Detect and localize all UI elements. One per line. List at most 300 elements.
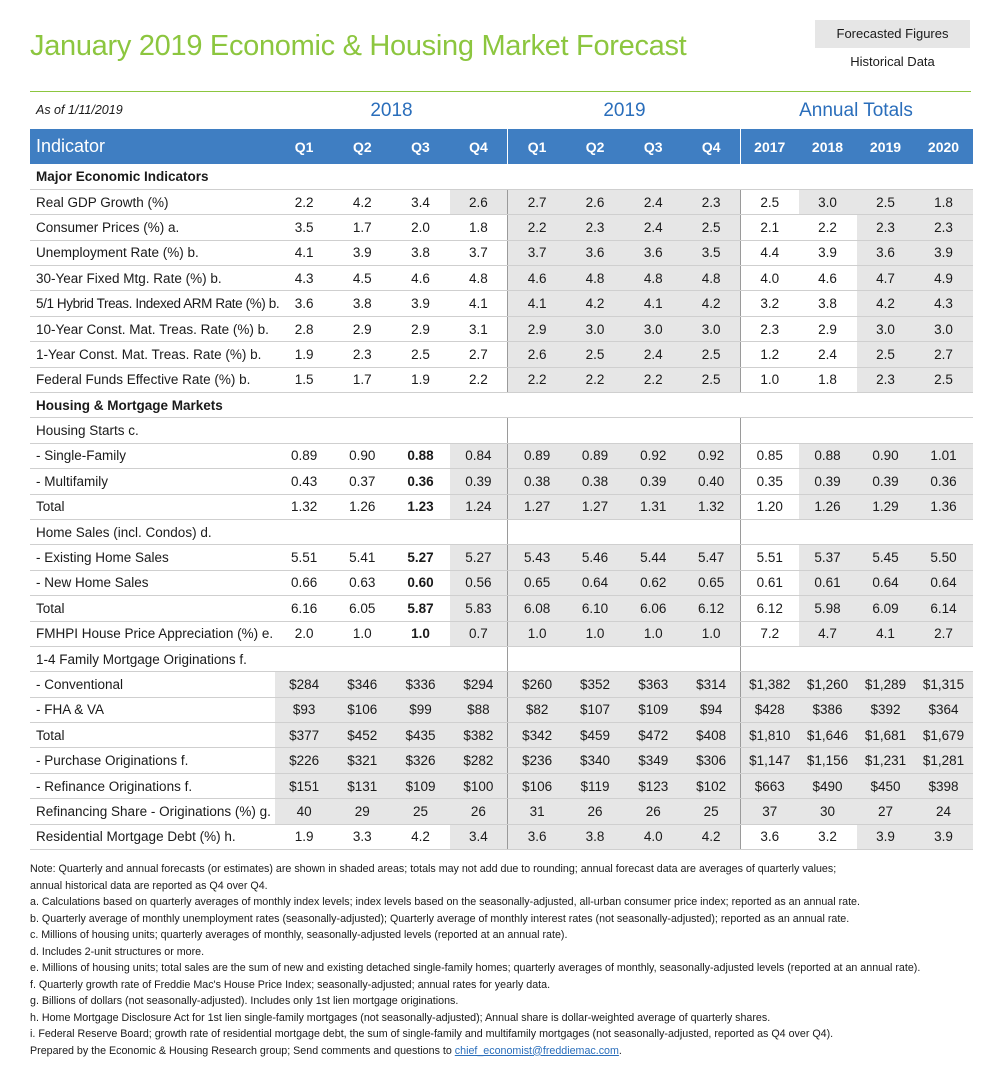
value-cell: 2.4 bbox=[799, 342, 857, 367]
value-cell bbox=[450, 646, 508, 671]
footnote: d. Includes 2-unit structures or more. bbox=[30, 945, 205, 958]
value-cell bbox=[275, 646, 333, 671]
table-row bbox=[30, 824, 973, 849]
value-cell: 2.2 bbox=[450, 367, 508, 392]
value-cell bbox=[624, 418, 682, 443]
value-cell: 0.84 bbox=[450, 443, 508, 468]
legend-historical: Historical Data bbox=[850, 54, 935, 69]
value-cell bbox=[682, 646, 740, 671]
value-cell: $490 bbox=[799, 773, 857, 798]
value-cell: 2.9 bbox=[799, 316, 857, 341]
value-cell: $1,147 bbox=[741, 748, 799, 773]
value-cell: 0.38 bbox=[566, 469, 624, 494]
value-cell: 3.9 bbox=[333, 240, 391, 265]
value-cell bbox=[624, 646, 682, 671]
header-divider bbox=[30, 91, 971, 92]
value-cell: $123 bbox=[624, 773, 682, 798]
table-row bbox=[30, 189, 973, 214]
table-row bbox=[30, 570, 973, 595]
value-cell: 2.4 bbox=[624, 342, 682, 367]
value-cell: 2.5 bbox=[857, 342, 915, 367]
value-cell: $306 bbox=[682, 748, 740, 773]
value-cell: 6.16 bbox=[275, 596, 333, 621]
value-cell: 4.5 bbox=[333, 266, 391, 291]
value-cell: $340 bbox=[566, 748, 624, 773]
value-cell: 1.0 bbox=[682, 621, 740, 646]
value-cell: 2.2 bbox=[508, 215, 566, 240]
value-cell: $398 bbox=[915, 773, 973, 798]
value-cell: 0.7 bbox=[450, 621, 508, 646]
value-cell: $236 bbox=[508, 748, 566, 773]
value-cell: 3.5 bbox=[682, 240, 740, 265]
value-cell: 5.87 bbox=[391, 596, 449, 621]
value-cell: 1.32 bbox=[682, 494, 740, 519]
table-row bbox=[30, 519, 973, 544]
value-cell: 1.5 bbox=[275, 367, 333, 392]
value-cell: $131 bbox=[333, 773, 391, 798]
value-cell: 3.9 bbox=[915, 824, 973, 849]
value-cell: 4.4 bbox=[741, 240, 799, 265]
row-label: 30-Year Fixed Mtg. Rate (%) b. bbox=[30, 266, 275, 291]
value-cell: 0.89 bbox=[275, 443, 333, 468]
value-cell bbox=[391, 646, 449, 671]
column-header: Q3 bbox=[643, 138, 663, 155]
value-cell: 3.0 bbox=[624, 316, 682, 341]
value-cell: 3.6 bbox=[508, 824, 566, 849]
value-cell: $94 bbox=[682, 697, 740, 722]
footnote: annual historical data are reported as Q4 over Q4. bbox=[30, 879, 268, 892]
value-cell bbox=[566, 646, 624, 671]
value-cell: $1,281 bbox=[915, 748, 973, 773]
footnote: b. Quarterly average of monthly unemployment rates (seasonally-adjusted); Quarterly average of monthly interest rates (not seasonally-adjusted); reported as an annual rate. bbox=[30, 912, 850, 925]
value-cell: $109 bbox=[391, 773, 449, 798]
table-row bbox=[30, 494, 973, 519]
value-cell: 4.8 bbox=[682, 266, 740, 291]
value-cell bbox=[799, 418, 857, 443]
value-cell: 1.8 bbox=[799, 367, 857, 392]
value-cell: 0.40 bbox=[682, 469, 740, 494]
value-cell: 2.0 bbox=[391, 215, 449, 240]
value-cell: 0.66 bbox=[275, 570, 333, 595]
value-cell: 1.24 bbox=[450, 494, 508, 519]
row-label: - Existing Home Sales bbox=[30, 545, 275, 570]
column-header: 2018 bbox=[811, 138, 844, 155]
notes-list bbox=[30, 861, 975, 1043]
footnote: e. Millions of housing units; total sales are the sum of new and existing detached single-family homes; quarterly averages of monthly, seasonally-adjusted levels (reported at an annual rate). bbox=[30, 962, 921, 974]
value-cell: 1.0 bbox=[333, 621, 391, 646]
value-cell: $1,679 bbox=[915, 723, 973, 748]
value-cell: 1.7 bbox=[333, 215, 391, 240]
row-label: Total bbox=[30, 596, 275, 621]
value-cell: 4.6 bbox=[799, 266, 857, 291]
value-cell: 3.2 bbox=[741, 291, 799, 316]
value-cell: $450 bbox=[857, 773, 915, 798]
value-cell: 4.2 bbox=[682, 291, 740, 316]
value-cell: 4.0 bbox=[741, 266, 799, 291]
value-cell: 4.2 bbox=[566, 291, 624, 316]
value-cell: 25 bbox=[391, 799, 449, 824]
contact-email-link[interactable]: chief_economist@freddiemac.com bbox=[454, 1044, 619, 1057]
value-cell: 6.12 bbox=[741, 596, 799, 621]
value-cell bbox=[333, 646, 391, 671]
row-label: - Conventional bbox=[30, 672, 275, 697]
value-cell: 3.0 bbox=[915, 316, 973, 341]
value-cell bbox=[566, 519, 624, 544]
table-row bbox=[30, 215, 973, 240]
value-cell: 3.5 bbox=[275, 215, 333, 240]
footnote: h. Home Mortgage Disclosure Act for 1st lien single-family mortgages (not seasonally-adjusted); Annual share is dollar-weighted average of quarterly shares. bbox=[30, 1011, 771, 1024]
value-cell: 2.3 bbox=[566, 215, 624, 240]
table-row bbox=[30, 596, 973, 621]
value-cell: 1.0 bbox=[391, 621, 449, 646]
value-cell: $151 bbox=[275, 773, 333, 798]
value-cell bbox=[391, 519, 449, 544]
value-cell: $321 bbox=[333, 748, 391, 773]
value-cell: $428 bbox=[741, 697, 799, 722]
value-cell: $363 bbox=[624, 672, 682, 697]
value-cell: 4.1 bbox=[508, 291, 566, 316]
value-cell: 0.62 bbox=[624, 570, 682, 595]
footnote: a. Calculations based on quarterly averages of monthly index levels; index levels based on the seasonally-adjusted, all-urban consumer price index; reported as an annual rate. bbox=[30, 896, 860, 908]
column-header: 2017 bbox=[741, 129, 799, 164]
footnote: c. Millions of housing units; quarterly averages of monthly, seasonally-adjusted levels (reported at an annual rate). bbox=[30, 929, 568, 941]
value-cell: 2.2 bbox=[275, 189, 333, 214]
value-cell: 0.92 bbox=[682, 443, 740, 468]
value-cell: 0.39 bbox=[450, 469, 508, 494]
table-row bbox=[30, 748, 973, 773]
value-cell: 2.3 bbox=[682, 189, 740, 214]
table-row bbox=[30, 799, 973, 824]
value-cell: 5.41 bbox=[333, 545, 391, 570]
row-label: FMHPI House Price Appreciation (%) e. bbox=[30, 621, 275, 646]
value-cell: 1.31 bbox=[624, 494, 682, 519]
table-row bbox=[30, 545, 973, 570]
value-cell: 0.64 bbox=[915, 570, 973, 595]
value-cell: 4.6 bbox=[508, 266, 566, 291]
value-cell: $386 bbox=[799, 697, 857, 722]
value-cell: $342 bbox=[508, 723, 566, 748]
value-cell: 0.85 bbox=[741, 443, 799, 468]
footer-end: . bbox=[618, 1044, 622, 1057]
row-label: Federal Funds Effective Rate (%) b. bbox=[30, 367, 275, 392]
value-cell: $382 bbox=[450, 723, 508, 748]
value-cell: 3.9 bbox=[391, 291, 449, 316]
value-cell: 3.0 bbox=[857, 316, 915, 341]
value-cell: 0.88 bbox=[799, 443, 857, 468]
value-cell: $1,646 bbox=[799, 723, 857, 748]
row-label: Home Sales (incl. Condos) d. bbox=[30, 519, 275, 544]
footnote: i. Federal Reserve Board; growth rate of residential mortgage debt, the sum of single-family and multifamily mortgages (not seasonally-adjusted, reported as Q4 over Q4). bbox=[30, 1028, 834, 1040]
value-cell: 1.0 bbox=[508, 621, 566, 646]
value-cell: $82 bbox=[508, 697, 566, 722]
value-cell: 4.1 bbox=[275, 240, 333, 265]
value-cell: 4.7 bbox=[857, 266, 915, 291]
value-cell: 3.9 bbox=[915, 240, 973, 265]
value-cell: $260 bbox=[508, 672, 566, 697]
value-cell bbox=[741, 519, 799, 544]
value-cell: 3.3 bbox=[333, 824, 391, 849]
value-cell: 0.89 bbox=[566, 443, 624, 468]
value-cell: 26 bbox=[450, 799, 508, 824]
value-cell: 1.8 bbox=[450, 215, 508, 240]
footer-text: Prepared by the Economic & Housing Research group; Send comments and questions to bbox=[30, 1044, 455, 1057]
value-cell: 3.6 bbox=[741, 824, 799, 849]
value-cell: 1.01 bbox=[915, 443, 973, 468]
row-label: - New Home Sales bbox=[30, 570, 275, 595]
value-cell: 1.7 bbox=[333, 367, 391, 392]
value-cell: $106 bbox=[333, 697, 391, 722]
value-cell: 2.3 bbox=[857, 367, 915, 392]
value-cell: 29 bbox=[333, 799, 391, 824]
value-cell: $226 bbox=[275, 748, 333, 773]
value-cell: $392 bbox=[857, 697, 915, 722]
value-cell bbox=[682, 519, 740, 544]
value-cell: 7.2 bbox=[741, 621, 799, 646]
table-row bbox=[30, 723, 973, 748]
table-row bbox=[30, 266, 973, 291]
value-cell: $352 bbox=[566, 672, 624, 697]
value-cell: $377 bbox=[275, 723, 333, 748]
row-label: Unemployment Rate (%) b. bbox=[30, 240, 275, 265]
value-cell: 1.2 bbox=[741, 342, 799, 367]
value-cell: 0.37 bbox=[333, 469, 391, 494]
value-cell: $99 bbox=[391, 697, 449, 722]
column-header: 2020 bbox=[927, 138, 960, 155]
value-cell: $326 bbox=[391, 748, 449, 773]
value-cell: $1,156 bbox=[799, 748, 857, 773]
value-cell: 0.65 bbox=[508, 570, 566, 595]
value-cell: 3.6 bbox=[275, 291, 333, 316]
value-cell: $106 bbox=[508, 773, 566, 798]
value-cell: 31 bbox=[508, 799, 566, 824]
value-cell: 4.2 bbox=[857, 291, 915, 316]
value-cell: $284 bbox=[275, 672, 333, 697]
value-cell: 1.36 bbox=[915, 494, 973, 519]
value-cell: 2.9 bbox=[391, 316, 449, 341]
value-cell: 2.2 bbox=[508, 367, 566, 392]
value-cell: 4.0 bbox=[624, 824, 682, 849]
value-cell: $102 bbox=[682, 773, 740, 798]
value-cell bbox=[915, 418, 973, 443]
value-cell: 3.8 bbox=[333, 291, 391, 316]
value-cell: 2.5 bbox=[566, 342, 624, 367]
value-cell: 0.39 bbox=[857, 469, 915, 494]
value-cell: 0.89 bbox=[508, 443, 566, 468]
row-label: Residential Mortgage Debt (%) h. bbox=[30, 824, 275, 849]
value-cell: 0.43 bbox=[275, 469, 333, 494]
row-label: - Single-Family bbox=[30, 443, 275, 468]
value-cell: $314 bbox=[682, 672, 740, 697]
value-cell: $107 bbox=[566, 697, 624, 722]
row-label: Real GDP Growth (%) bbox=[30, 189, 275, 214]
row-label: - Purchase Originations f. bbox=[30, 748, 275, 773]
footer-line bbox=[30, 1043, 975, 1060]
value-cell: 2.5 bbox=[682, 342, 740, 367]
value-cell: 0.39 bbox=[624, 469, 682, 494]
value-cell bbox=[508, 519, 566, 544]
value-cell: $100 bbox=[450, 773, 508, 798]
group-2018: 2018 bbox=[370, 100, 413, 121]
value-cell bbox=[450, 519, 508, 544]
value-cell: 2.2 bbox=[799, 215, 857, 240]
value-cell: 5.27 bbox=[391, 545, 449, 570]
value-cell: 4.1 bbox=[857, 621, 915, 646]
section-title: Major Economic Indicators bbox=[30, 164, 973, 189]
value-cell: 2.2 bbox=[624, 367, 682, 392]
value-cell: 0.92 bbox=[624, 443, 682, 468]
row-label: Consumer Prices (%) a. bbox=[30, 215, 275, 240]
value-cell: $349 bbox=[624, 748, 682, 773]
value-cell: 2.2 bbox=[566, 367, 624, 392]
value-cell: 0.61 bbox=[741, 570, 799, 595]
value-cell: 3.7 bbox=[508, 240, 566, 265]
value-cell: 5.51 bbox=[741, 545, 799, 570]
row-label: 1-4 Family Mortgage Originations f. bbox=[30, 646, 275, 671]
value-cell: 4.2 bbox=[333, 189, 391, 214]
table-row bbox=[30, 697, 973, 722]
value-cell: $282 bbox=[450, 748, 508, 773]
row-label: Refinancing Share - Originations (%) g. bbox=[30, 799, 275, 824]
value-cell: 3.8 bbox=[799, 291, 857, 316]
value-cell: $1,315 bbox=[915, 672, 973, 697]
value-cell bbox=[915, 519, 973, 544]
value-cell: 5.44 bbox=[624, 545, 682, 570]
value-cell: $336 bbox=[391, 672, 449, 697]
value-cell: 0.61 bbox=[799, 570, 857, 595]
value-cell bbox=[624, 519, 682, 544]
section-header-row bbox=[30, 164, 973, 189]
row-label: - Refinance Originations f. bbox=[30, 773, 275, 798]
value-cell: 0.38 bbox=[508, 469, 566, 494]
value-cell: $1,231 bbox=[857, 748, 915, 773]
table-row bbox=[30, 240, 973, 265]
value-cell: 26 bbox=[624, 799, 682, 824]
value-cell: 2.6 bbox=[450, 189, 508, 214]
column-header-indicator: Indicator bbox=[36, 136, 106, 156]
row-label: - Multifamily bbox=[30, 469, 275, 494]
value-cell: 3.8 bbox=[391, 240, 449, 265]
footnote: g. Billions of dollars (not seasonally-adjusted). Includes only 1st lien mortgage originations. bbox=[30, 995, 459, 1007]
value-cell bbox=[333, 519, 391, 544]
value-cell: 1.23 bbox=[391, 494, 449, 519]
value-cell: 3.6 bbox=[624, 240, 682, 265]
value-cell: $459 bbox=[566, 723, 624, 748]
row-label: Total bbox=[30, 494, 275, 519]
value-cell: 2.4 bbox=[624, 215, 682, 240]
value-cell: 2.4 bbox=[624, 189, 682, 214]
table-row bbox=[30, 316, 973, 341]
value-cell: 3.9 bbox=[799, 240, 857, 265]
forecast-table bbox=[30, 129, 973, 850]
value-cell: 2.5 bbox=[391, 342, 449, 367]
value-cell: 2.6 bbox=[508, 342, 566, 367]
column-header: Q2 bbox=[352, 138, 372, 155]
value-cell: 5.46 bbox=[566, 545, 624, 570]
section-title: Housing & Mortgage Markets bbox=[30, 393, 973, 418]
value-cell: $435 bbox=[391, 723, 449, 748]
value-cell bbox=[508, 646, 566, 671]
value-cell: 4.3 bbox=[275, 266, 333, 291]
value-cell: 3.0 bbox=[682, 316, 740, 341]
value-cell: 2.9 bbox=[333, 316, 391, 341]
value-cell: $472 bbox=[624, 723, 682, 748]
value-cell: $119 bbox=[566, 773, 624, 798]
footnote: f. Quarterly growth rate of Freddie Mac's House Price Index; seasonally-adjusted; annual rates for yearly data. bbox=[30, 978, 551, 991]
value-cell bbox=[450, 418, 508, 443]
value-cell: 3.0 bbox=[566, 316, 624, 341]
table-row bbox=[30, 773, 973, 798]
value-cell: 3.7 bbox=[450, 240, 508, 265]
value-cell: 27 bbox=[857, 799, 915, 824]
value-cell: $294 bbox=[450, 672, 508, 697]
value-cell: $88 bbox=[450, 697, 508, 722]
value-cell: 0.88 bbox=[391, 443, 449, 468]
value-cell: 1.32 bbox=[275, 494, 333, 519]
value-cell: 3.6 bbox=[566, 240, 624, 265]
value-cell: 2.1 bbox=[741, 215, 799, 240]
table-row bbox=[30, 443, 973, 468]
value-cell: 1.9 bbox=[391, 367, 449, 392]
value-cell: 3.8 bbox=[566, 824, 624, 849]
value-cell: 3.6 bbox=[857, 240, 915, 265]
value-cell: 5.47 bbox=[682, 545, 740, 570]
value-cell: 1.29 bbox=[857, 494, 915, 519]
value-cell: 0.64 bbox=[857, 570, 915, 595]
value-cell: 6.09 bbox=[857, 596, 915, 621]
row-label: 10-Year Const. Mat. Treas. Rate (%) b. bbox=[30, 316, 275, 341]
value-cell: 0.90 bbox=[333, 443, 391, 468]
column-header: 2019 bbox=[869, 138, 902, 155]
value-cell: 0.90 bbox=[857, 443, 915, 468]
table-row bbox=[30, 342, 973, 367]
row-label: 5/1 Hybrid Treas. Indexed ARM Rate (%) b. bbox=[30, 291, 275, 316]
value-cell: 0.65 bbox=[682, 570, 740, 595]
value-cell: 0.64 bbox=[566, 570, 624, 595]
value-cell: 1.8 bbox=[915, 189, 973, 214]
value-cell: 1.0 bbox=[741, 367, 799, 392]
value-cell: 0.36 bbox=[915, 469, 973, 494]
row-label: - FHA & VA bbox=[30, 697, 275, 722]
value-cell: 6.12 bbox=[682, 596, 740, 621]
value-cell: 4.1 bbox=[624, 291, 682, 316]
value-cell: 40 bbox=[275, 799, 333, 824]
value-cell bbox=[682, 418, 740, 443]
value-cell: 0.36 bbox=[391, 469, 449, 494]
value-cell: 5.27 bbox=[450, 545, 508, 570]
table-row bbox=[30, 418, 973, 443]
value-cell: 4.9 bbox=[915, 266, 973, 291]
value-cell: 37 bbox=[741, 799, 799, 824]
value-cell: 1.9 bbox=[275, 342, 333, 367]
value-cell bbox=[275, 519, 333, 544]
as-of-date: As of 1/11/2019 bbox=[36, 103, 123, 117]
value-cell: 3.1 bbox=[450, 316, 508, 341]
value-cell: 1.27 bbox=[566, 494, 624, 519]
value-cell: $1,382 bbox=[741, 672, 799, 697]
table-header-row bbox=[30, 129, 973, 164]
value-cell bbox=[857, 646, 915, 671]
value-cell: 4.2 bbox=[682, 824, 740, 849]
value-cell: 2.5 bbox=[682, 215, 740, 240]
value-cell: 2.5 bbox=[915, 367, 973, 392]
value-cell: 24 bbox=[915, 799, 973, 824]
value-cell: 4.6 bbox=[391, 266, 449, 291]
value-cell bbox=[915, 646, 973, 671]
column-header: Q3 bbox=[411, 138, 430, 155]
value-cell: 2.3 bbox=[333, 342, 391, 367]
value-cell: 2.5 bbox=[682, 367, 740, 392]
value-cell: 5.83 bbox=[450, 596, 508, 621]
